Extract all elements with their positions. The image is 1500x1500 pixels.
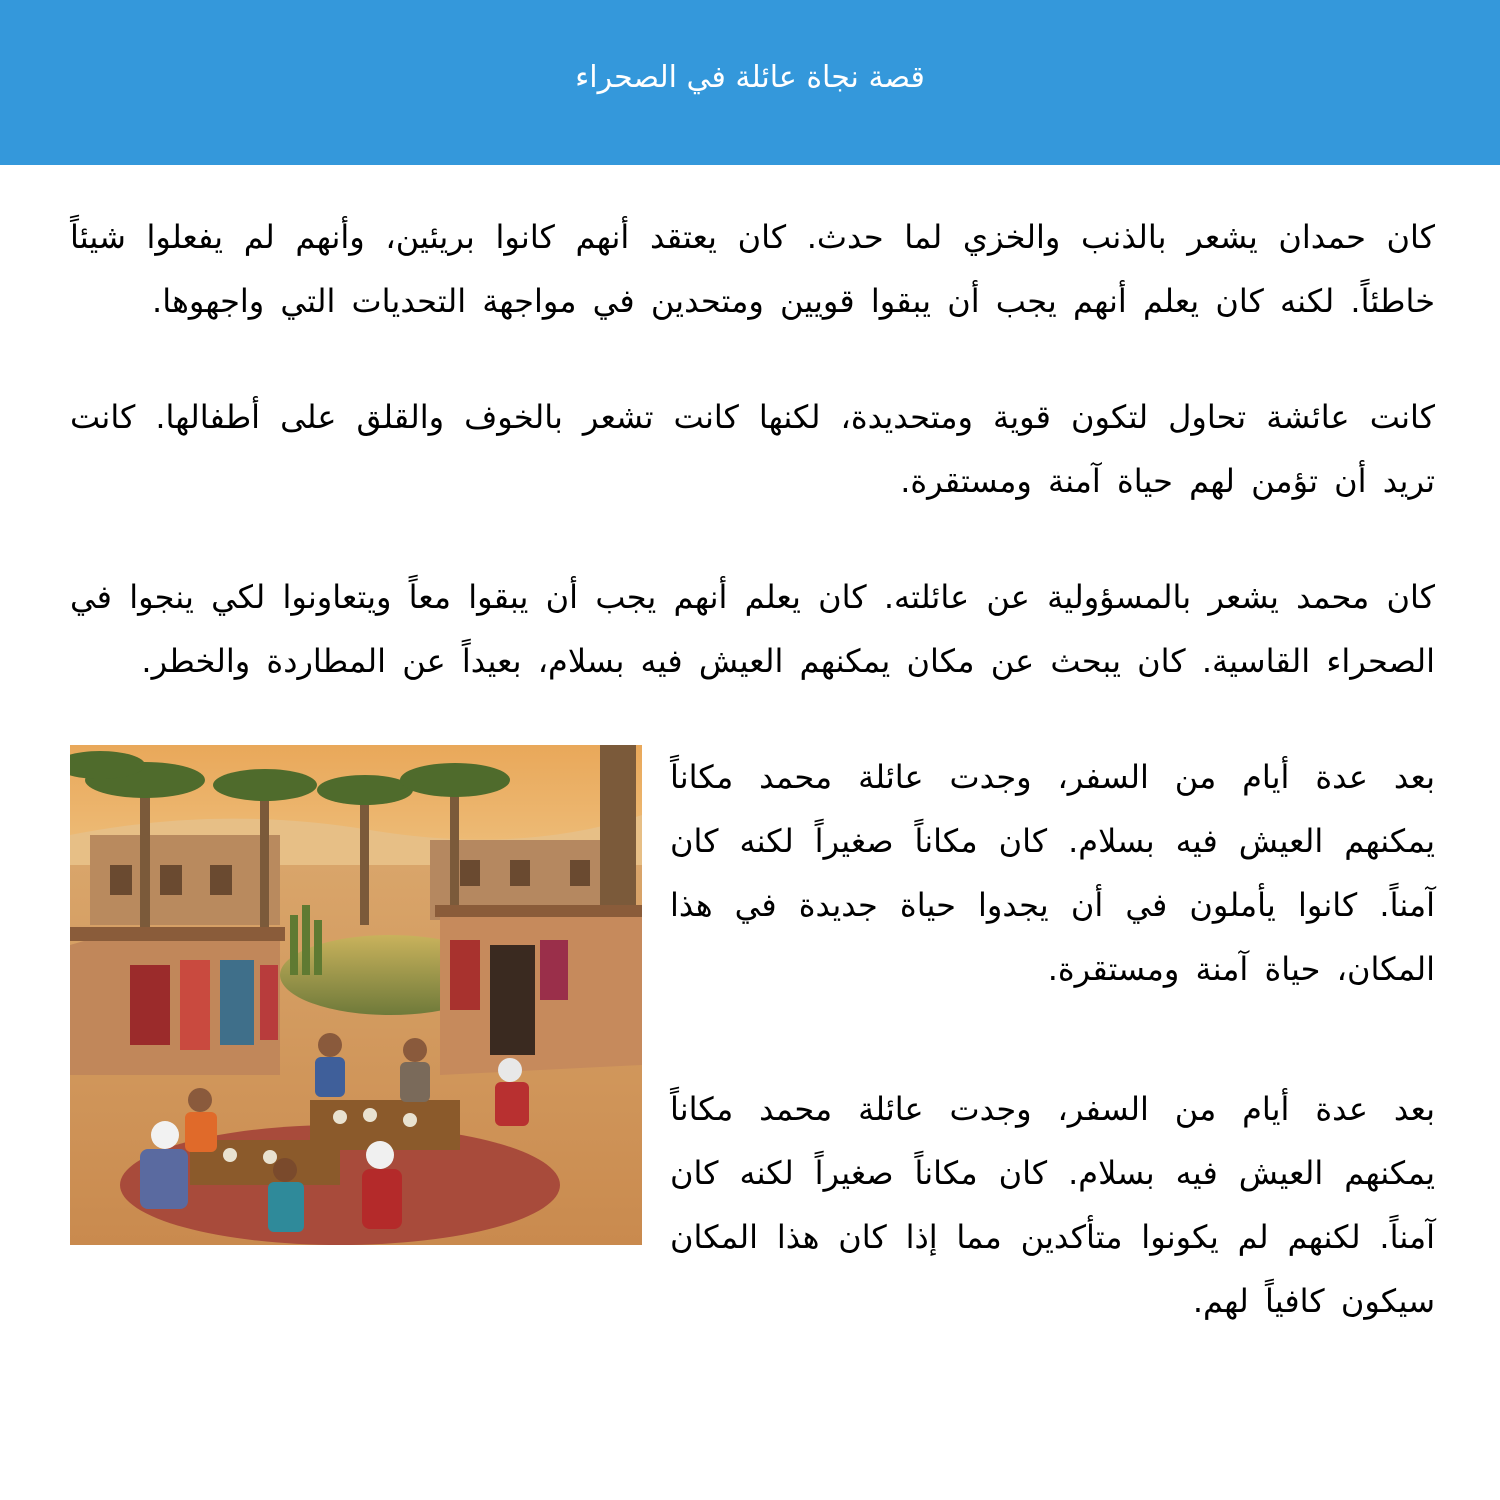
page-header <box>0 0 1500 165</box>
paragraph-aisha: كانت عائشة تحاول لتكون قوية ومتحديدة، لكنها كانت تشعر بالخوف والقلق على أطفالها. كانت تريد أن تؤمن لهم حياة آمنة ومستقرة. <box>70 398 1435 500</box>
paragraph-uncertainty: بعد عدة أيام من السفر، وجدت عائلة محمد مكاناً يمكنهم العيش فيه بسلام. كان مكاناً صغيراً لكنه كان آمناً. لكنهم لم يكونوا متأكدين مما إذا كان هذا المكان سيكون كافياً لهم. <box>670 1090 1435 1320</box>
paragraph-arrival: بعد عدة أيام من السفر، وجدت عائلة محمد مكاناً يمكنهم العيش فيه بسلام. كان مكاناً صغيراً لكنه كان آمناً. كانوا يأملون في أن يجدوا حياة جديدة في هذا المكان، حياة آمنة ومستقرة. <box>670 758 1435 988</box>
paragraph-hamdan: كان حمدان يشعر بالذنب والخزي لما حدث. كان يعتقد أنهم كانوا بريئين، وأنهم لم يفعلوا شيئاً خاطئاً. لكنه كان يعلم أنهم يجب أن يبقوا قويين ومتحدين في مواجهة التحديات التي واجهوها. <box>70 218 1435 320</box>
page-title: قصة نجاة عائلة في الصحراء <box>575 60 925 95</box>
paragraph-mohammed: كان محمد يشعر بالمسؤولية عن عائلته. كان يعلم أنهم يجب أن يبقوا معاً ويتعاونوا لكي ينجوا في الصحراء القاسية. كان يبحث عن مكان يمكنهم العيش فيه بسلام، بعيداً عن المطاردة والخطر. <box>70 578 1435 680</box>
oasis-family-illustration <box>70 745 642 1245</box>
story-content <box>70 205 1435 1385</box>
